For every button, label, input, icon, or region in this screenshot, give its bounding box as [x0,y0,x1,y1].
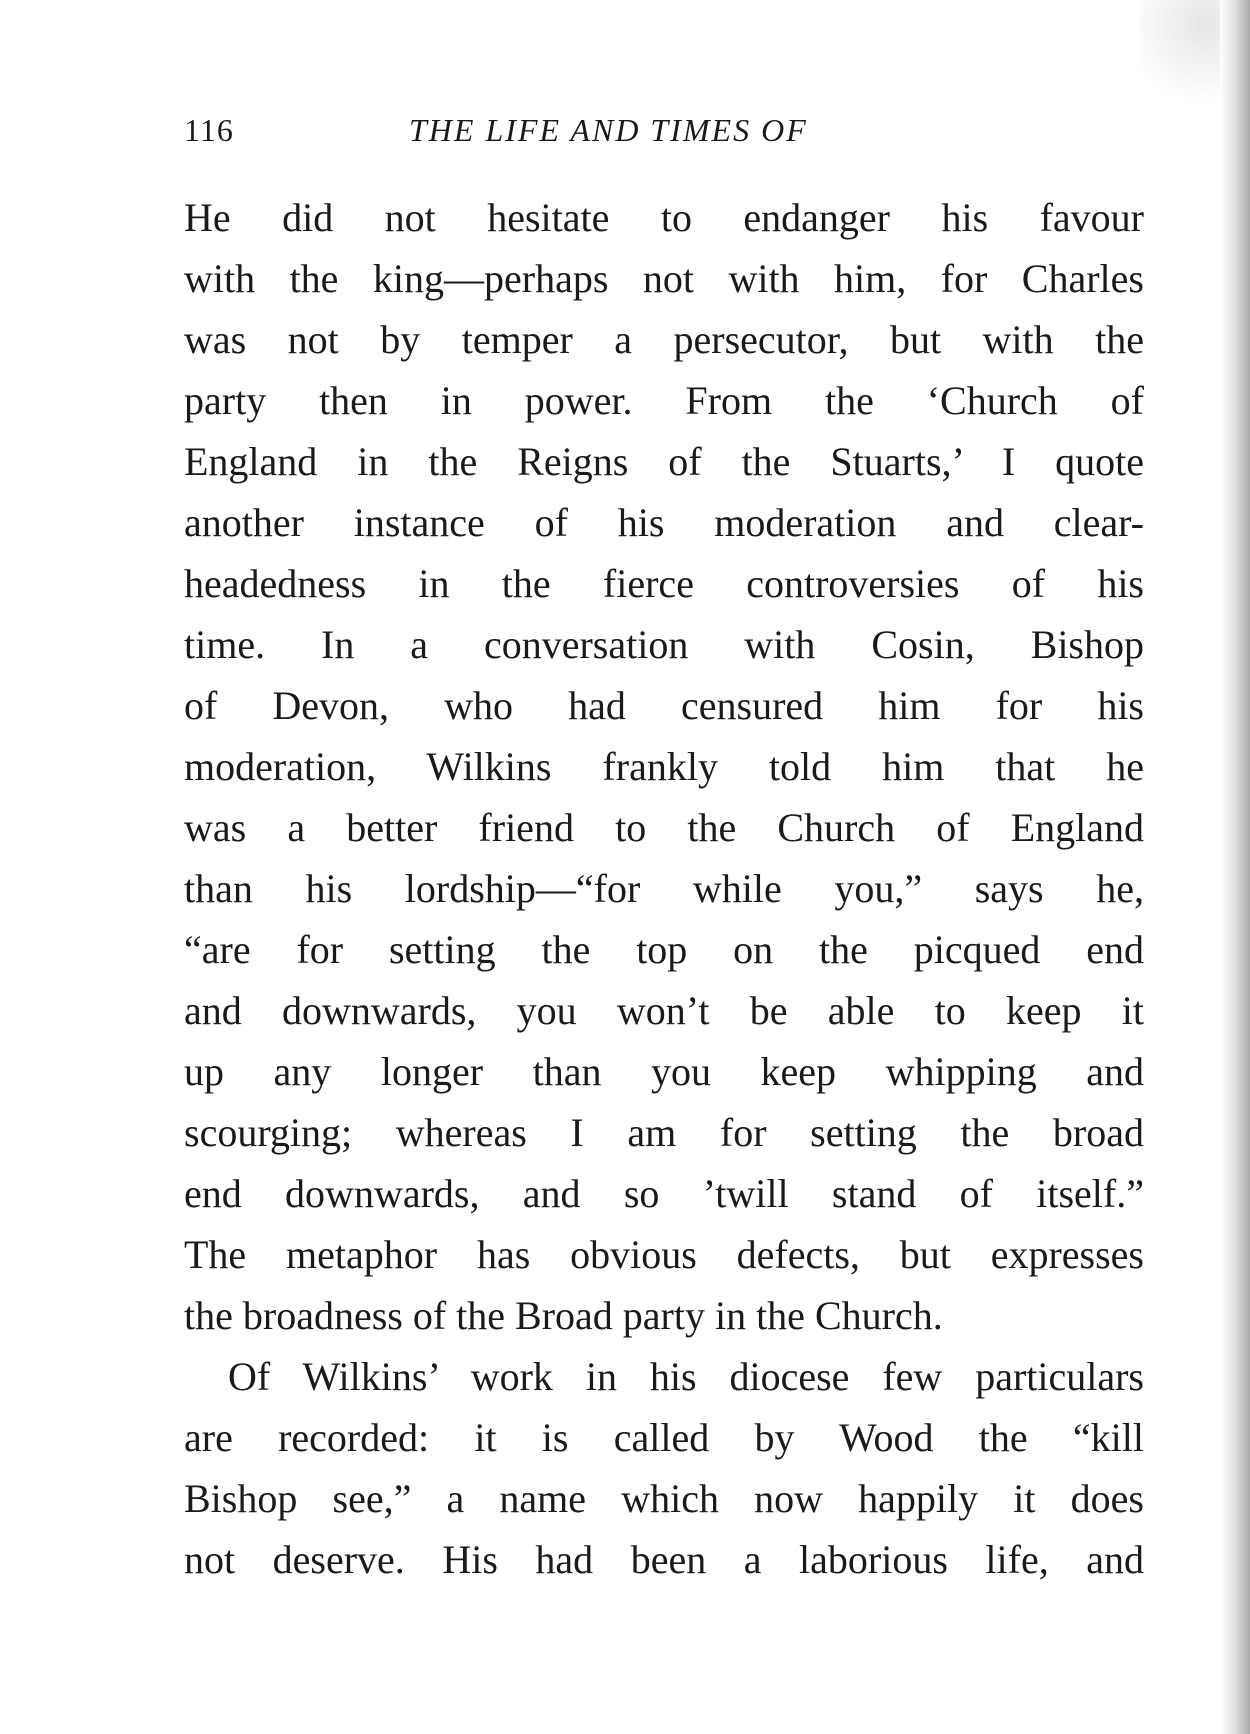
page-edge-shadow [1220,0,1250,1734]
text-line: up any longer than you keep whipping and [184,1049,1144,1094]
text-line: headedness in the fierce controversies of his [184,561,1144,606]
text-line: “are for setting the top on the picqued end [184,927,1144,972]
text-line: another instance of his moderation and clear- [184,500,1144,545]
text-line: England in the Reigns of the Stuarts,’ I quote [184,439,1144,484]
text-line: time. In a conversation with Cosin, Bishop [184,622,1144,667]
text-line: moderation, Wilkins frankly told him that he [184,744,1144,789]
text-line: Of Wilkins’ work in his diocese few particulars [228,1354,1144,1399]
paragraph-2 [184,1346,1144,1590]
text-line: party then in power. From the ‘Church of [184,378,1144,423]
text-line: and downwards, you won’t be able to keep it [184,988,1144,1033]
body-text [184,187,1144,1590]
text-line: The metaphor has obvious defects, but expresses [184,1232,1144,1277]
running-head: THE LIFE AND TIMES OF [409,112,808,148]
text-line: He did not hesitate to endanger his favour [184,195,1144,240]
text-line: end downwards, and so ’twill stand of itself.” [184,1171,1144,1216]
text-line: of Devon, who had censured him for his [184,683,1144,728]
text-line: with the king—perhaps not with him, for Charles [184,256,1144,301]
page-number: 116 [184,112,234,148]
text-line: was not by temper a persecutor, but with the [184,317,1144,362]
page-header [184,112,1144,162]
paragraph-1 [184,187,1144,1346]
page-edge-speckle [1140,0,1220,120]
text-line: the broadness of the Broad party in the Church. [184,1293,943,1338]
text-line: Bishop see,” a name which now happily it does [184,1476,1144,1521]
text-line: was a better friend to the Church of England [184,805,1144,850]
text-line: than his lordship—“for while you,” says he, [184,866,1144,911]
text-line: not deserve. His had been a laborious life, and [184,1537,1144,1582]
text-line: are recorded: it is called by Wood the “kill [184,1415,1144,1460]
text-line: scourging; whereas I am for setting the broad [184,1110,1144,1155]
